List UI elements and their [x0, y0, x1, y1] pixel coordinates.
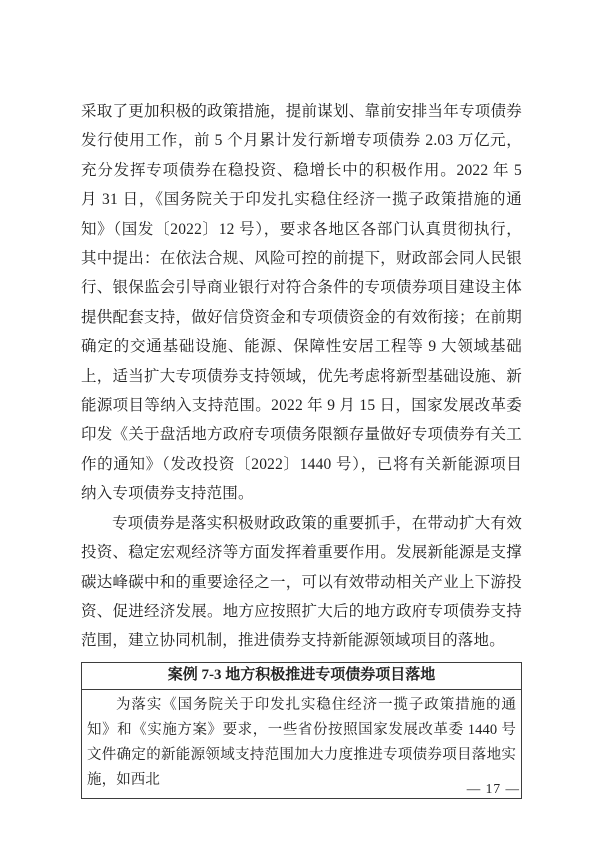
page-content [81, 97, 522, 799]
case-box-title: 案例 7-3 地方积极推进专项债券项目落地 [82, 663, 521, 690]
body-paragraph: 专项债券是落实积极财政政策的重要抓手，在带动扩大有效投资、稳定宏观经济等方面发挥着重要作用。发展新能源是支撑碳达峰碳中和的重要途径之一，可以有效带动相关产业上下游投资、促进经济发展。地方应按照扩大后的地方政府专项债券支持范围，建立协同机制，推进债券支持新能源领域项目的落地。 [81, 514, 522, 650]
page-number: — 17 — [466, 781, 520, 796]
case-box [81, 662, 522, 799]
body-paragraph: 采取了更加积极的政策措施，提前谋划、靠前安排当年专项债券发行使用工作，前 5 个月累计发行新增专项债券 2.03 万亿元，充分发挥专项债券在稳投资、稳增长中的积极作用。2022 年 5 月 31 日，《国务院关于印发扎实稳住经济一揽子政策措施的通知》（国发〔2022〕12 号），要求各地区各部门认真贯彻执行，其中提出：在依法合规、风险可控的前提下，财政部会同人民银行、银保监会引导商业银行对符合条件的专项债券项目建设主体提供配套支持，做好信贷资金和专项债资金的有效衔接；在前期确定的交通基础设施、能源、保障性安居工程等 9 大领域基础上，适当扩大专项债券支持领域，优先考虑将新型基础设施、新能源项目等纳入支持范围。2022 年 9 月 15 日，国家发展改革委印发《关于盘活地方政府专项债务限额存量做好专项债券有关工作的通知》（发改投资〔2022〕1440 号），已将有关新能源项目纳入专项债券支持范围。 [81, 103, 522, 503]
case-box-body: 为落实《国务院关于印发扎实稳住经济一揽子政策措施的通知》和《实施方案》要求，一些省份按照国家发展改革委 1440 号文件确定的新能源领域支持范围加大力度推进专项债券项目落地实施，如西北 [87, 696, 516, 788]
